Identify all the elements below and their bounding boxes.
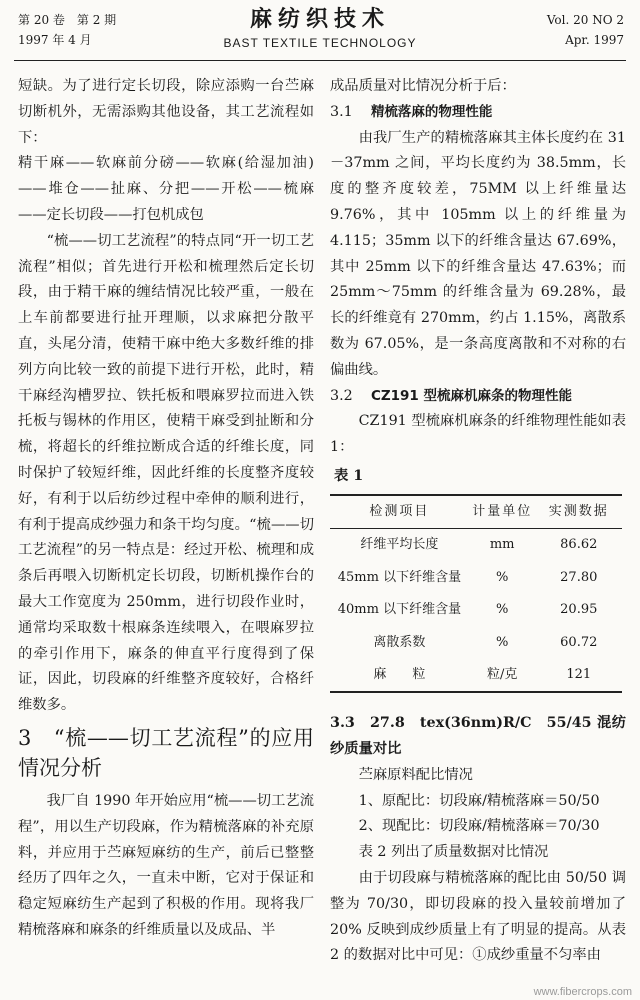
section-3-3-heading: 3.3 27.8 tex(36nm)R/C 55/45 混纺纱质量对比 [330,715,626,758]
ratio-item: 2、现配比：切段麻/精梳落麻＝70/30 [358,818,600,835]
header-right [547,10,624,50]
table-row [330,561,622,594]
paragraph: 苎麻原料配比情况 [358,766,473,783]
header-center [0,4,640,52]
table-cell: 麻 粒 [373,667,426,683]
section-3-1-heading [330,100,626,126]
watermark: www.fibercrops.com [533,986,632,998]
paragraph: 成品质量对比情况分析于后： [330,78,516,94]
page-header [0,0,640,60]
section-title: CZ191 型梳麻机麻条的物理性能 [370,387,573,404]
table-row [330,626,622,659]
table-cell: 27.80 [560,569,598,585]
date-cn: 1997 年 4 月 [18,33,92,47]
paragraph: CZ191 型梳麻机麻条的纤维物理性能如表 1： [330,413,626,456]
paragraph: 由我厂生产的精梳落麻其主体长度约在 31－37mm 之间，平均长度约为 38.5mm，长度的整齐度较差，75MM 以上纤维量达 9.76%，其中 105mm 以上的纤维量为 4.115；35mm 以下的纤维含量达 67.69%，其中 25mm 以下的纤维含量达 47.63%；而 25mm～75mm 的纤维含量为 69.28%，最长的纤维竟有 270mm，约占 1.15%，离散系数为 67.05%，是一条高度离散和不对称的右偏曲线。 [330,129,626,378]
paragraph: 由于切段麻与精梳落麻的配比由 50/50 调整为 70/30，即切段麻的投入量较前增加了 20% 反映到成纱质量上有了明显的提高。从表 2 的数据对比中可见：①成纱重量不匀率由 [330,870,626,964]
table-cell: 粒/克 [487,667,518,683]
table-row [330,659,622,693]
date-en: Apr. 1997 [565,33,624,47]
table-cell: 60.72 [560,634,598,650]
spacer [330,693,626,711]
paragraph: 我厂自 1990 年开始应用“梳——切工艺流程”，用以生产切段麻，作为精梳落麻的补充原料，并应用于苎麻短麻纺的生产，前后已整整经历了四年之久，一直未中断，它对于保证和稳定短麻纺生产起到了积极的作用。现将我厂精梳落麻和麻条的纤维质量以及成品、半 [18,792,314,938]
journal-title-cn: 麻纺织技术 [249,6,390,32]
table-cell: 20.95 [560,602,598,618]
volume-issue-cn: 第 20 卷 第 2 期 [18,13,117,27]
table-cell: % [496,602,509,618]
table-header-cell: 计量单位 [472,503,533,519]
paragraph: “梳——切工艺流程”的特点同“开一切工艺流程”相似；首先进行开松和梳理然后定长切段，由于精干麻的缠结情况比较严重，一般在上车前都要进行扯开理顺，以求麻把分散平直，头尾分清，使精干麻中绝大多数纤维的排列方向比较一致的前提下进行开松，此时，精干麻经沟槽罗拉、铁托板和喂麻罗拉而进入铁托板与锡林的作用区，使精干麻受到扯断和分梳，将超长的纤维拉断成合适的纤维长度，同时保护了较短纤维，因此纤维的长度整齐度较好，有利于以后纺纱过程中牵伸的顺利进行，有利于提高成纱强力和条干均匀度。“梳——切工艺流程”的另一特点是：经过开松、梳理和成条后再喂入切断机定长切段，切断机操作台的最大工作宽度为 250mm，进行切段作业时，通常均采取数十根麻条连续喂入，在喂麻罗拉的牵引作用下，麻条的伸直平行度得到了保证，因此，切段麻的纤维整齐度较好，合格纤维数多。 [18,232,314,714]
left-column [18,74,314,944]
paragraph: 表 2 列出了质量数据对比情况 [358,844,549,861]
section-number: 3.1 [330,103,353,120]
section-title: 精梳落麻的物理性能 [370,103,493,120]
volume-issue-en: Vol. 20 NO 2 [546,13,624,27]
header-rule [14,60,626,61]
table-cell: 纤维平均长度 [360,537,439,553]
table-cell: 121 [566,667,592,683]
section-number: 3.2 [330,387,353,404]
process-flow: 精干麻——软麻前分磅——软麻(给湿加油)——堆仓——扯麻、分把——开松——梳麻——定长切段——打包机成包 [18,155,314,223]
table-row [330,528,622,561]
data-table [330,494,622,694]
table-cell: % [496,569,509,585]
table-cell: 86.62 [560,537,598,553]
table-label: 表 1 [334,467,364,484]
paragraph: 短缺。为了进行定长切段，除应添购一台苎麻切断机外，无需添购其他设备，其工艺流程如下： [18,78,314,146]
table-cell: 离散系数 [373,634,426,650]
table-cell: 45mm 以下纤维含量 [337,569,462,585]
table-cell: mm [489,537,515,553]
table-header-row [330,495,622,529]
section-3-heading: 3 “梳——切工艺流程”的应用情况分析 [18,725,314,780]
table-cell: % [496,634,509,650]
journal-title-en: BAST TEXTILE TECHNOLOGY [223,36,417,50]
table-row [330,594,622,627]
ratio-item: 1、原配比：切段麻/精梳落麻＝50/50 [358,792,600,809]
right-column [330,74,626,969]
table-cell: 40mm 以下纤维含量 [337,602,462,618]
table-header-cell: 检测项目 [369,503,430,519]
section-3-2-heading [330,384,626,410]
table-header-cell: 实测数据 [548,503,609,519]
